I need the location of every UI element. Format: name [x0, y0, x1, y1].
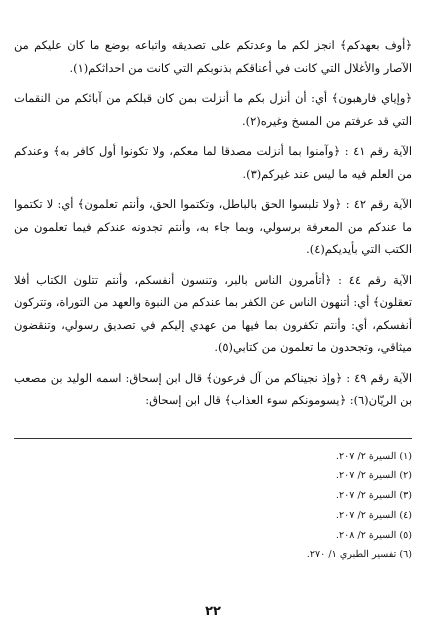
paragraph-gap [14, 261, 412, 269]
footnote-5: (٥) السيرة ٢/ ٢٠٨. [335, 529, 412, 541]
footnote-6: (٦) تفسير الطبري ١/ ٢٧٠. [306, 549, 412, 561]
paragraph-1: ﴿أوف بعهدكم﴾ انجز لكم ما وعدتكم على تصديقه واتباعه بوضع ما كان عليكم من الآصار والأغلال التي كانت في أعناقكم بذنوبكم التي كانت من احداثكم(١). [14, 38, 412, 75]
footnote-1: (١) السيرة ٢/ ٢٠٧. [335, 450, 412, 462]
paragraph-gap [14, 359, 412, 367]
page-body [14, 34, 412, 565]
paragraph-gap [14, 132, 412, 140]
paragraph-gap [14, 79, 412, 87]
paragraph-5: الآية رقم ٤٤ : ﴿أتأمرون الناس بالبر، وتنسون أنفسكم، وأنتم تتلون الكتاب أفلا تعقلون﴾ أي: أتنهون الناس عن الكفر بما عندكم من النبوة والعهد من التوراة، وتتركون أنفسكم، أي: وأنتم تكفرون بما فيها من عهدي إليكم في تصديق رسولي، وتنقضون ميثاقي، وتجحدون ما تعلمون من كتابي(٥). [14, 272, 412, 354]
footnote-3: (٣) السيرة ٢/ ٢٠٧. [335, 490, 412, 502]
paragraph-2: ﴿وإياي فارهبون﴾ أي: أن أنزل بكم ما أنزلت بمن كان قبلكم من آبائكم من النقمات التي قد عرفتم من المسخ وغيره(٢). [14, 91, 412, 128]
paragraph-6: الآية رقم ٤٩ : ﴿وإذ نجيناكم من آل فرعون﴾ قال ابن إسحاق: اسمه الوليد بن مصعب بن الريّان(٦): ﴿يسومونكم سوء العذاب﴾ قال ابن إسحاق: [14, 370, 412, 407]
footnotes [14, 447, 412, 566]
footnote-divider [14, 438, 412, 439]
paragraph-4: الآية رقم ٤٢ : ﴿ولا تلبسوا الحق بالباطل، وتكتموا الحق، وأنتم تعلمون﴾ أي: لا تكتموا ما عندكم من المعرفة برسولي، وبما جاء به، وأنتم تجدونه عندكم فيما تعلمون من الكتب التي بأيديكم(٤). [14, 197, 412, 256]
paragraph-gap [14, 185, 412, 193]
footnote-4: (٤) السيرة ٢/ ٢٠٧. [335, 509, 412, 521]
page-number: ٢٢ [205, 604, 221, 619]
paragraph-3: الآية رقم ٤١ : ﴿وآمنوا بما أنزلت مصدقا لما معكم، ولا تكونوا أول كافر به﴾ وعندكم من العلم فيه ما ليس عند غيركم(٣). [14, 144, 412, 181]
footnote-2: (٢) السيرة ٢/ ٢٠٧. [335, 470, 412, 482]
